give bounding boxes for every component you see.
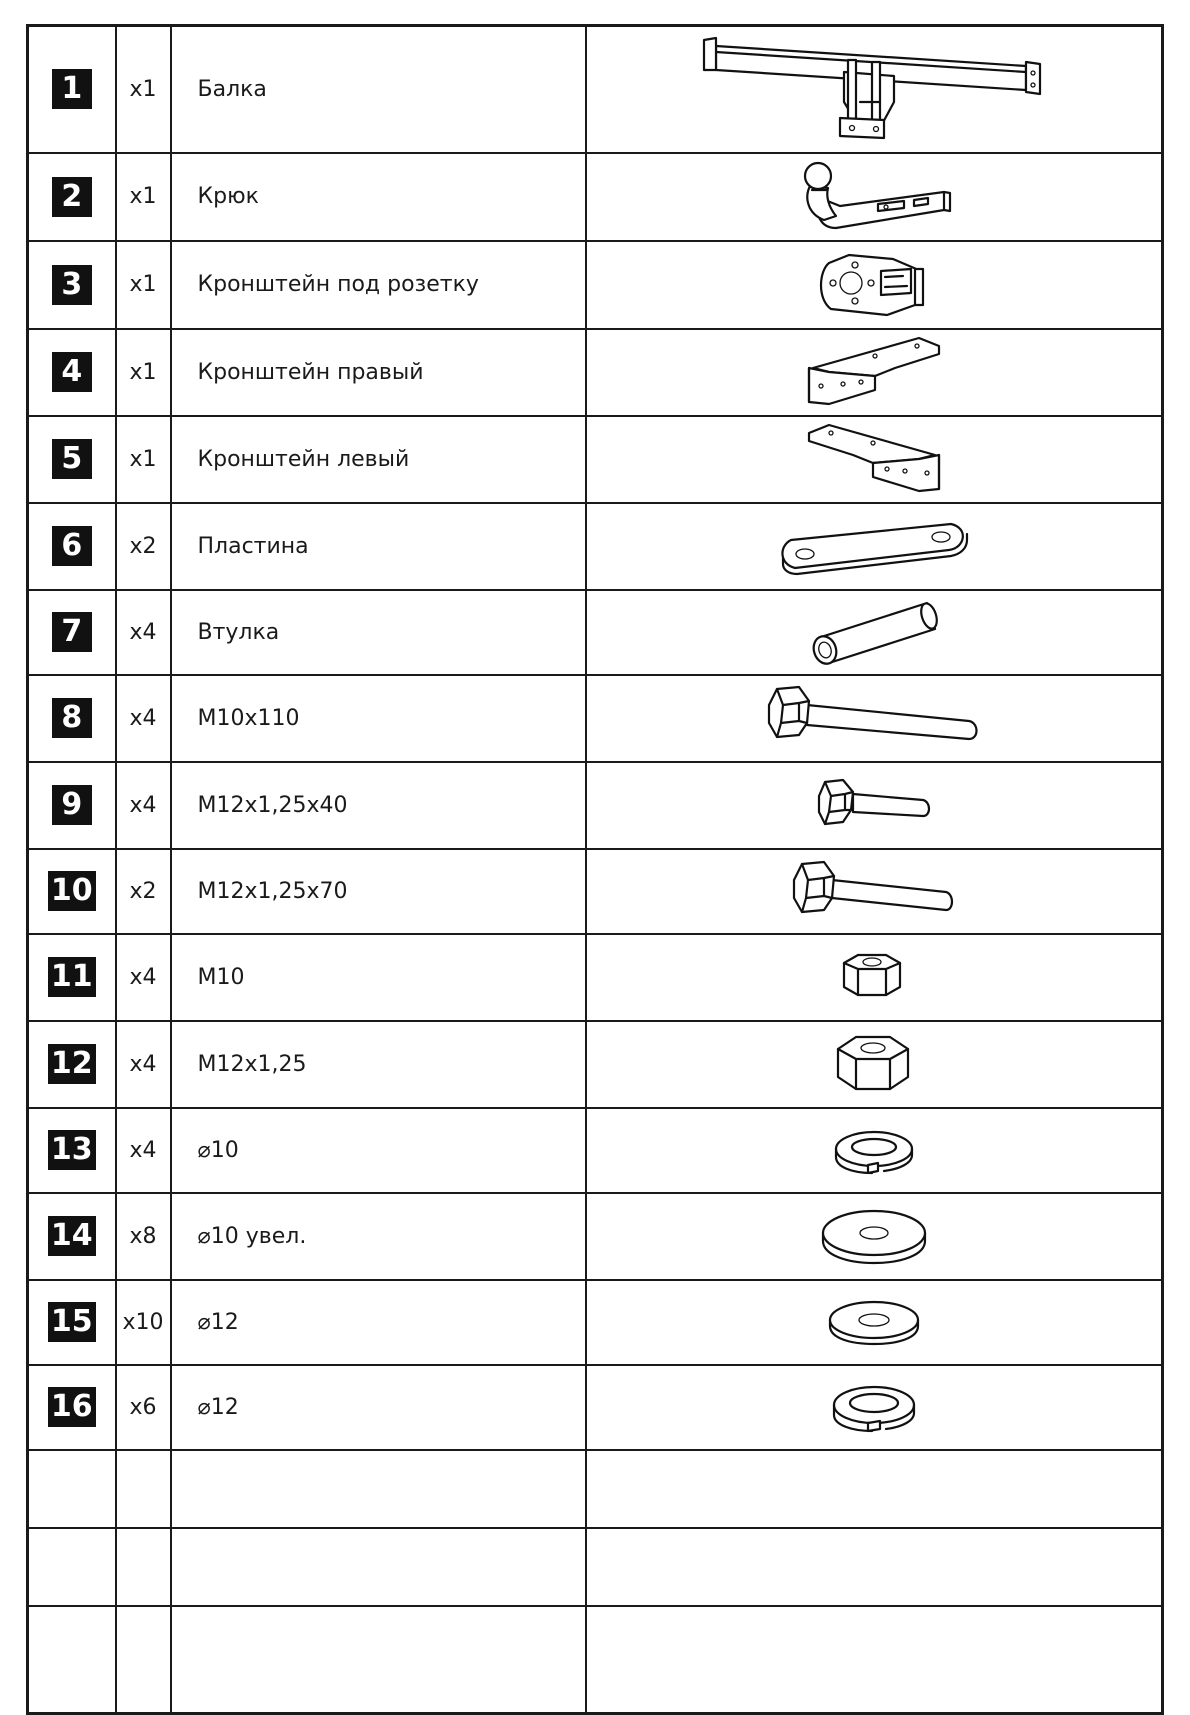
- hex-nut-large-icon: [828, 1029, 920, 1099]
- item-name: M12x1,25x40: [171, 762, 586, 849]
- item-name: ⌀10 увел.: [171, 1193, 586, 1280]
- item-number: 16: [48, 1387, 96, 1427]
- item-number: 14: [48, 1216, 96, 1256]
- item-name: Пластина: [171, 503, 586, 590]
- table-row: [28, 416, 1163, 503]
- spring-washer-large-icon: [824, 1375, 924, 1439]
- table-row: [28, 849, 1163, 934]
- item-number: 1: [52, 69, 92, 109]
- item-number: 6: [52, 526, 92, 566]
- item-number: 11: [48, 957, 96, 997]
- item-name: ⌀12: [171, 1280, 586, 1365]
- item-number-cell: [28, 26, 116, 153]
- plate-icon: [769, 510, 979, 582]
- item-quantity: x1: [116, 329, 171, 416]
- tow-ball-hook-icon: [774, 158, 974, 236]
- item-name: M12x1,25: [171, 1021, 586, 1108]
- table-row: [28, 503, 1163, 590]
- item-quantity: x2: [116, 849, 171, 934]
- table-row: [28, 1365, 1163, 1450]
- table-row: [28, 329, 1163, 416]
- item-number: 8: [52, 698, 92, 738]
- right-bracket-icon: [799, 332, 949, 412]
- hex-nut-small-icon: [834, 947, 914, 1007]
- item-quantity: x2: [116, 503, 171, 590]
- item-name: Кронштейн под розетку: [171, 241, 586, 329]
- item-image-cell: [586, 26, 1163, 153]
- table-row: [28, 153, 1163, 241]
- item-number: 2: [52, 177, 92, 217]
- item-number: 3: [52, 265, 92, 305]
- bushing-icon: [799, 593, 949, 671]
- table-row: [28, 762, 1163, 849]
- flat-washer-large-icon: [815, 1203, 933, 1269]
- item-number: 4: [52, 352, 92, 392]
- item-quantity: x4: [116, 1021, 171, 1108]
- table-row: [28, 26, 1163, 153]
- item-quantity: x1: [116, 241, 171, 329]
- bolt-short-icon: [809, 774, 939, 836]
- socket-bracket-icon: [809, 247, 939, 323]
- parts-table: [26, 24, 1164, 1715]
- item-name: M10: [171, 934, 586, 1021]
- item-name: M12x1,25x70: [171, 849, 586, 934]
- empty-row: [28, 1450, 1163, 1528]
- item-name: Втулка: [171, 590, 586, 675]
- item-quantity: x8: [116, 1193, 171, 1280]
- empty-row: [28, 1528, 1163, 1606]
- item-quantity: x4: [116, 675, 171, 762]
- item-name: ⌀12: [171, 1365, 586, 1450]
- item-quantity: x4: [116, 590, 171, 675]
- table-row: [28, 675, 1163, 762]
- table-row: [28, 590, 1163, 675]
- bolt-medium-icon: [784, 856, 964, 926]
- item-name: ⌀10: [171, 1108, 586, 1193]
- item-number: 7: [52, 612, 92, 652]
- item-name: M10x110: [171, 675, 586, 762]
- item-number: 15: [48, 1302, 96, 1342]
- table-row: [28, 241, 1163, 329]
- item-number: 13: [48, 1130, 96, 1170]
- item-number: 10: [48, 871, 96, 911]
- item-quantity: x4: [116, 934, 171, 1021]
- item-quantity: x6: [116, 1365, 171, 1450]
- item-name: Кронштейн левый: [171, 416, 586, 503]
- item-number: 9: [52, 785, 92, 825]
- bolt-long-icon: [759, 683, 989, 753]
- item-name: Балка: [171, 26, 586, 153]
- empty-row: [28, 1606, 1163, 1714]
- item-quantity: x4: [116, 762, 171, 849]
- item-quantity: x1: [116, 26, 171, 153]
- table-row: [28, 1280, 1163, 1365]
- item-quantity: x4: [116, 1108, 171, 1193]
- item-number: 12: [48, 1044, 96, 1084]
- item-quantity: x1: [116, 153, 171, 241]
- table-row: [28, 1193, 1163, 1280]
- item-name: Кронштейн правый: [171, 329, 586, 416]
- item-name: Крюк: [171, 153, 586, 241]
- spring-washer-small-icon: [826, 1119, 922, 1181]
- item-quantity: x1: [116, 416, 171, 503]
- tow-beam-icon: [694, 30, 1054, 148]
- item-quantity: x10: [116, 1280, 171, 1365]
- table-row: [28, 934, 1163, 1021]
- flat-washer-icon: [822, 1294, 926, 1350]
- left-bracket-icon: [799, 419, 949, 499]
- table-row: [28, 1108, 1163, 1193]
- item-number: 5: [52, 439, 92, 479]
- table-row: [28, 1021, 1163, 1108]
